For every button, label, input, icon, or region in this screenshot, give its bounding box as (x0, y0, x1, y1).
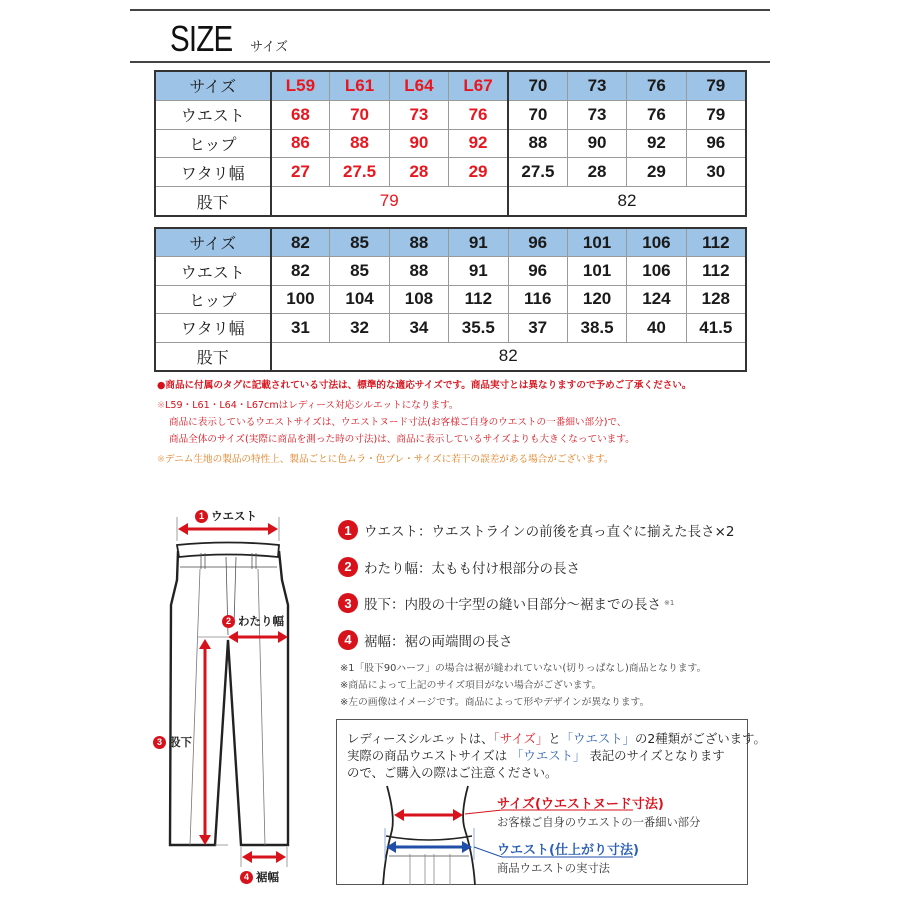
cell: L61 (330, 72, 389, 101)
cell: 92 (627, 129, 686, 158)
cell: 91 (449, 257, 508, 285)
cell: 124 (627, 285, 686, 313)
cell: 106 (627, 229, 686, 257)
cell: 90 (567, 129, 626, 158)
number-badge-1: 1 (195, 510, 208, 523)
cell: 82 (271, 257, 330, 285)
cell: 28 (567, 158, 626, 187)
row-label: 股下 (156, 342, 271, 370)
table-row (156, 257, 746, 285)
cell: 27.5 (508, 158, 567, 187)
cell: 85 (330, 257, 389, 285)
header-bottom-rule (130, 61, 770, 63)
cell: 76 (627, 100, 686, 129)
row-label: ウエスト (156, 100, 271, 129)
cell: 91 (449, 229, 508, 257)
footnote-image: ※左の画像はイメージです。商品によって形やデザインが異なります。 (340, 697, 650, 708)
cell: 106 (627, 257, 686, 285)
note-tag-size: ●商品に付属のタグに記載されている寸法は、標準的な適応サイズです。商品実寸とは異なりますので予めご了承ください。 (157, 380, 692, 391)
cell: 31 (271, 314, 330, 342)
cell: 88 (508, 129, 567, 158)
cell: 76 (449, 100, 508, 129)
cell: 29 (449, 158, 508, 187)
diagram-label-waist: 1 ウエスト (195, 508, 257, 524)
cell: 101 (567, 257, 626, 285)
cell: 92 (449, 129, 508, 158)
cell: 128 (686, 285, 745, 313)
nude-waist-desc: お客様ご自身のウエストの一番細い部分 (497, 816, 701, 829)
row-label: ワタリ幅 (156, 314, 271, 342)
table-row (156, 158, 746, 187)
cell: 32 (330, 314, 389, 342)
finished-waist-desc: 商品ウエストの実寸法 (497, 862, 610, 875)
number-badge-4: 4 (240, 871, 253, 884)
size-table-2 (155, 228, 746, 371)
cell: 88 (330, 129, 389, 158)
cell: 35.5 (449, 314, 508, 342)
row-label: ヒップ (156, 129, 271, 158)
row-label: 股下 (156, 187, 271, 216)
number-badge-2: 2 (222, 615, 235, 628)
row-label: ワタリ幅 (156, 158, 271, 187)
table-row (156, 72, 746, 101)
table-row (156, 187, 746, 216)
cell: 100 (271, 285, 330, 313)
ladies-silhouette-box (336, 719, 766, 885)
cell: 70 (508, 100, 567, 129)
row-label: サイズ (156, 229, 271, 257)
cell: 96 (686, 129, 745, 158)
title-size-jp: サイズ (250, 40, 288, 55)
number-badge-3: 3 (338, 593, 358, 613)
cell: 88 (389, 229, 448, 257)
cell: 70 (508, 72, 567, 101)
cell: 96 (508, 257, 567, 285)
footnote-ref: ※1 (664, 599, 675, 608)
cell: L67 (449, 72, 508, 101)
cell-inseam-ladies: 79 (271, 187, 509, 216)
cell: 79 (686, 100, 745, 129)
cell: 112 (686, 257, 745, 285)
cell: 68 (271, 100, 330, 129)
cell: 116 (508, 285, 567, 313)
number-badge-3: 3 (153, 736, 166, 749)
cell: 27 (271, 158, 330, 187)
cell: 38.5 (567, 314, 626, 342)
ladies-line-2: 実際の商品ウエストサイズは 「ウエスト」 表記のサイズとなります (347, 748, 725, 763)
cell: 30 (686, 158, 745, 187)
table-row (156, 314, 746, 342)
cell: 101 (567, 229, 626, 257)
definition-inseam: 3 股下：内股の十字型の縫い目部分〜裾までの長さ ※1 (338, 585, 735, 622)
footnote-half: ※1「股下90ハーフ」の場合は裾が縫われていない(切りっぱなし)商品となります。 (340, 663, 707, 674)
measurement-definitions (338, 512, 735, 658)
cell: 73 (567, 72, 626, 101)
table-row (156, 229, 746, 257)
cell: 29 (627, 158, 686, 187)
number-badge-4: 4 (338, 630, 358, 650)
cell: L59 (271, 72, 330, 101)
cell: 120 (567, 285, 626, 313)
cell: 90 (389, 129, 448, 158)
ladies-line-1: レディースシルエットは、「サイズ」と「ウエスト」の2種類がございます。 (347, 731, 766, 746)
cell: 41.5 (686, 314, 745, 342)
table-row (156, 129, 746, 158)
cell: 76 (627, 72, 686, 101)
cell: 104 (330, 285, 389, 313)
cell: 79 (686, 72, 745, 101)
title-size: SIZE (170, 18, 233, 59)
header-top-rule (130, 9, 770, 11)
cell-inseam: 82 (271, 342, 746, 370)
cell: 112 (449, 285, 508, 313)
cell-inseam-mens: 82 (508, 187, 746, 216)
cell: 73 (567, 100, 626, 129)
footnotes (340, 660, 706, 711)
definition-hem: 4 裾幅：裾の両端間の長さ (338, 622, 735, 659)
pants-illustration (150, 495, 320, 895)
cell: 108 (389, 285, 448, 313)
cell: 28 (389, 158, 448, 187)
footnote-missing-items: ※商品によって上記のサイズ項目がない場合がございます。 (340, 680, 602, 691)
note-ladies: ※L59・L61・L64・L67cmはレディース対応シルエットになります。 (157, 400, 459, 411)
pants-diagram (150, 495, 320, 895)
note-ladies-waist: 商品に表示しているウエストサイズは、ウエストヌード寸法(お客様ご自身のウエストの一番細い部分)で、 (169, 417, 627, 428)
note-denim: ※デニム生地の製品の特性上、製品ごとに色ムラ・色ブレ・サイズに若干の誤差がある場合がございます。 (157, 454, 614, 465)
diagram-label-hem: 4 裾幅 (240, 869, 279, 885)
diagram-label-inseam: 3 股下 (153, 734, 192, 750)
cell: 37 (508, 314, 567, 342)
number-badge-1: 1 (338, 520, 358, 540)
size-table-1 (155, 71, 746, 216)
table-row (156, 100, 746, 129)
row-label: サイズ (156, 72, 271, 101)
cell: 85 (330, 229, 389, 257)
cell: 70 (330, 100, 389, 129)
diagram-label-thigh: 2 わたり幅 (222, 613, 284, 629)
cell: 112 (686, 229, 745, 257)
cell: 82 (271, 229, 330, 257)
note-ladies-overall: 商品全体のサイズ(実際に商品を測った時の寸法)は、商品に表示しているサイズよりも大きくなっています。 (169, 434, 635, 445)
row-label: ウエスト (156, 257, 271, 285)
table-row (156, 342, 746, 370)
nude-waist-title: サイズ(ウエストヌード寸法) (497, 797, 664, 812)
cell: 34 (389, 314, 448, 342)
definition-thigh: 2 わたり幅：太もも付け根部分の長さ (338, 549, 735, 586)
table-row (156, 285, 746, 313)
definition-waist: 1 ウエスト：ウエストラインの前後を真っ直ぐに揃えた長さ×2 (338, 512, 735, 549)
page-title (170, 18, 288, 60)
number-badge-2: 2 (338, 557, 358, 577)
cell: 96 (508, 229, 567, 257)
size-notes (157, 377, 692, 468)
cell: 27.5 (330, 158, 389, 187)
cell: 86 (271, 129, 330, 158)
cell: 73 (389, 100, 448, 129)
cell: 88 (389, 257, 448, 285)
cell: L64 (389, 72, 448, 101)
finished-waist-title: ウエスト(仕上がり寸法) (497, 843, 639, 858)
ladies-line-3: ので、ご購入の際はご注意ください。 (347, 765, 558, 780)
cell: 40 (627, 314, 686, 342)
row-label: ヒップ (156, 285, 271, 313)
